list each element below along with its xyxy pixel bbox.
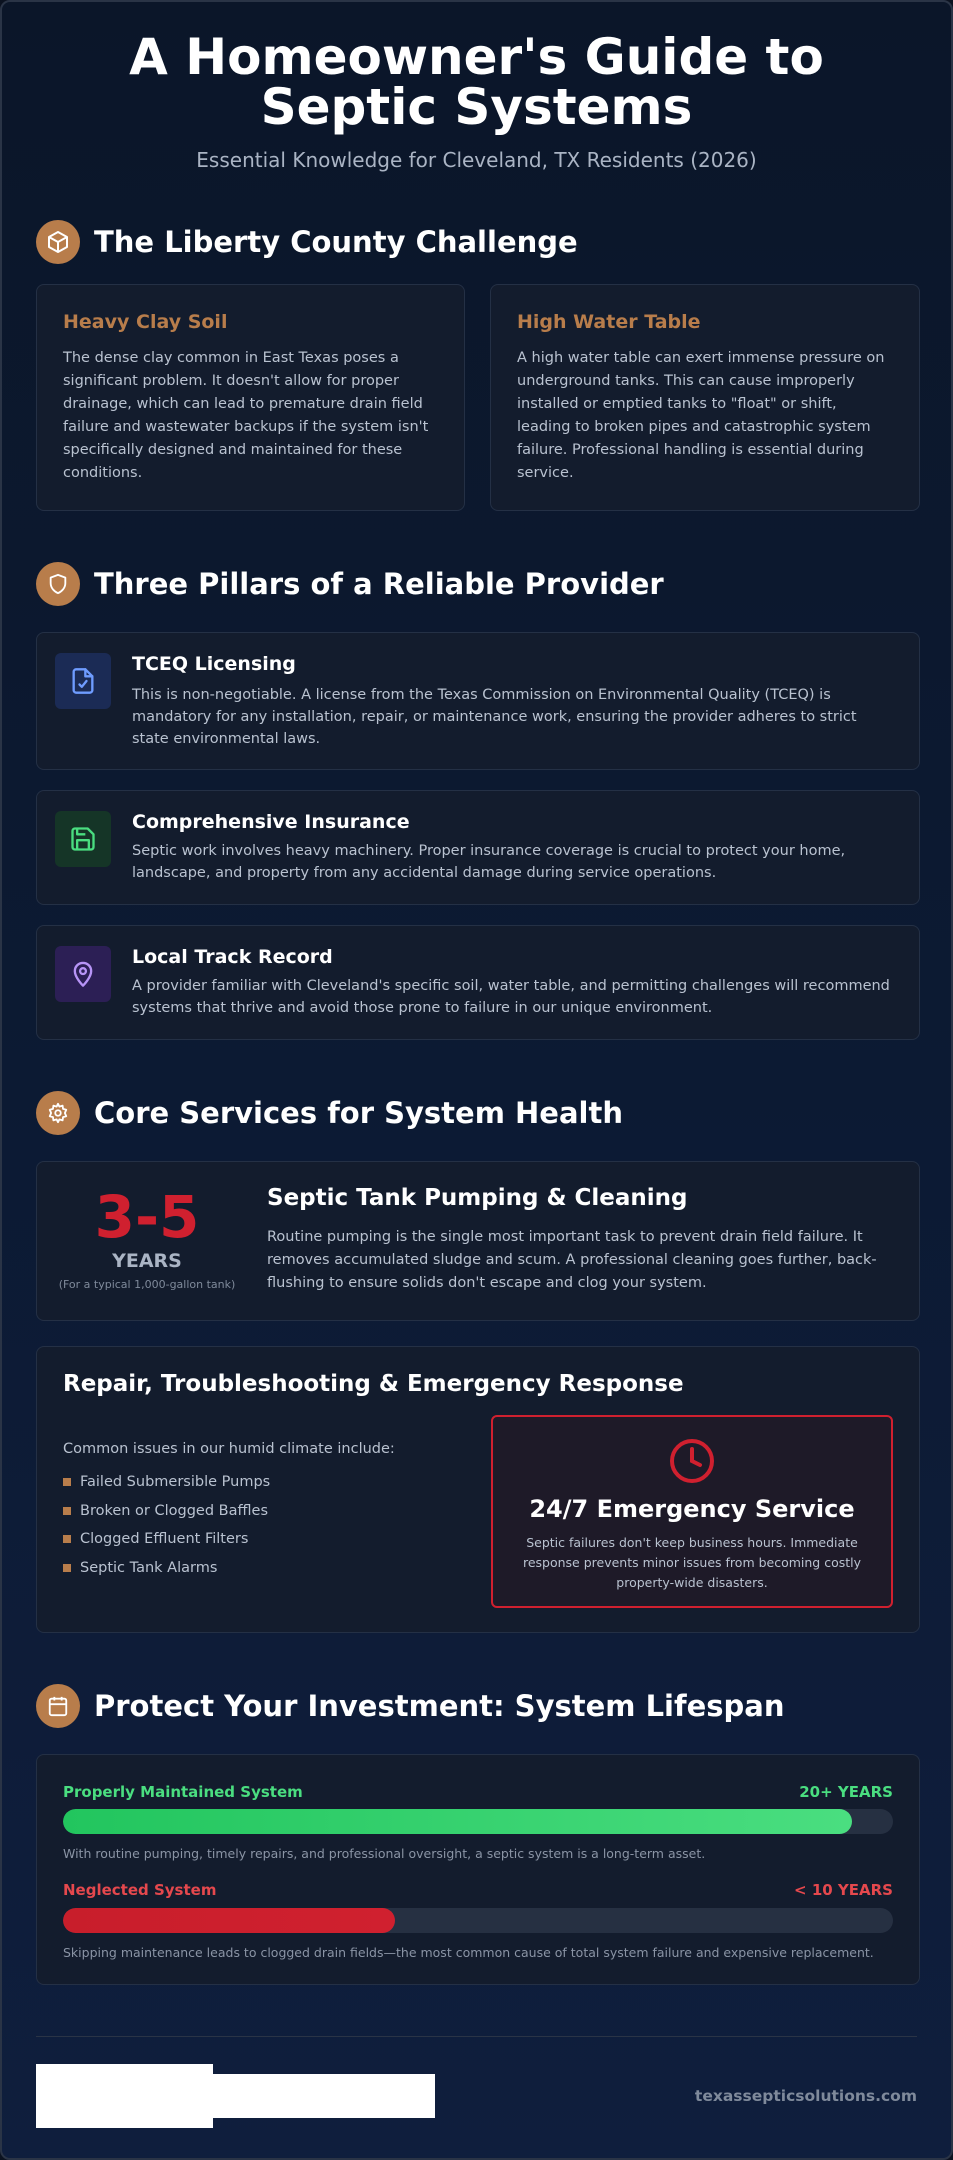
challenge-card-clay <box>36 284 465 511</box>
clock-icon <box>493 1437 891 1485</box>
section-title: The Liberty County Challenge <box>94 225 578 259</box>
lifespan-label-neglected: Neglected System <box>63 1881 217 1899</box>
card-title: High Water Table <box>517 311 701 333</box>
save-disk-icon <box>55 811 111 867</box>
header <box>2 2 951 172</box>
pillar-text: A provider familiar with Cleveland's specific soil, water table, and permitting challenges will recommend systems that thrive and avoid those prone to failure in our unique environment. <box>132 978 890 1016</box>
issue-list <box>63 1468 270 1582</box>
footer-website-link[interactable]: texassepticsolutions.com <box>694 2087 917 2105</box>
pillar-title: Local Track Record <box>132 946 333 968</box>
pumping-stat-block <box>47 1183 247 1291</box>
repair-title: Repair, Troubleshooting & Emergency Response <box>63 1371 684 1397</box>
page-subtitle: Essential Knowledge for Cleveland, TX Residents (2026) <box>196 148 757 172</box>
list-item: Septic Tank Alarms <box>63 1554 270 1583</box>
section-title: Protect Your Investment: System Lifespan <box>94 1689 785 1723</box>
list-item: Failed Submersible Pumps <box>63 1468 270 1497</box>
section-title: Core Services for System Health <box>94 1096 623 1130</box>
section-heading-challenge <box>36 220 578 264</box>
section-title: Three Pillars of a Reliable Provider <box>94 567 664 601</box>
list-item: Clogged Effluent Filters <box>63 1525 270 1554</box>
bullet-icon <box>63 1507 71 1515</box>
lifespan-bar-fill <box>63 1809 852 1834</box>
pillar-text: Septic work involves heavy machinery. Proper insurance coverage is crucial to protect your home, landscape, and property from any accidental damage during service operations. <box>132 843 846 881</box>
lifespan-value-neglected: < 10 YEARS <box>794 1881 893 1899</box>
map-pin-icon <box>55 946 111 1002</box>
pillar-title: Comprehensive Insurance <box>132 811 410 833</box>
section-heading-pillars <box>36 562 664 606</box>
bullet-icon <box>63 1564 71 1572</box>
pumping-text: Routine pumping is the single most important task to prevent drain field failure. It removes accumulated sludge and scum. A professional cleaning goes further, back-flushing to ensure solids don't escape and clog your system. <box>267 1229 877 1291</box>
card-text: The dense clay common in East Texas poses a significant problem. It doesn't allow for proper drainage, which can lead to premature drain field failure and wastewater backups if the system isn't specifically designed and maintained for these conditions. <box>63 350 429 481</box>
bullet-icon <box>63 1478 71 1486</box>
lifespan-card <box>36 1754 920 1985</box>
lifespan-label-maintained: Properly Maintained System <box>63 1783 303 1801</box>
pumping-stat: 3-5 <box>94 1183 200 1251</box>
repair-intro: Common issues in our humid climate include: <box>63 1441 395 1457</box>
page-title: A Homeowner's Guide to Septic Systems <box>129 28 824 136</box>
list-item: Broken or Clogged Baffles <box>63 1497 270 1526</box>
lifespan-note-neglected: Skipping maintenance leads to clogged drain fields—the most common cause of total system failure and expensive replacement. <box>63 1945 874 1960</box>
calendar-icon <box>36 1684 80 1728</box>
repair-card <box>36 1346 920 1633</box>
logo-placeholder-extension <box>213 2074 435 2118</box>
lifespan-bar-maintained <box>63 1809 893 1834</box>
pillar-card-insurance <box>36 790 920 905</box>
lifespan-note-maintained: With routine pumping, timely repairs, and professional oversight, a septic system is a long-term asset. <box>63 1846 706 1861</box>
pillar-card-licensing <box>36 632 920 770</box>
lifespan-value-maintained: 20+ YEARS <box>799 1783 893 1801</box>
logo-placeholder <box>36 2064 213 2128</box>
card-title: Heavy Clay Soil <box>63 311 228 333</box>
section-heading-lifespan <box>36 1684 785 1728</box>
box-icon <box>36 220 80 264</box>
shield-icon <box>36 562 80 606</box>
pillar-card-track-record <box>36 925 920 1040</box>
pumping-title: Septic Tank Pumping & Cleaning <box>267 1185 688 1211</box>
emergency-box <box>491 1415 893 1608</box>
pillar-title: TCEQ Licensing <box>132 653 296 675</box>
footer-divider <box>36 2036 917 2037</box>
section-heading-services <box>36 1091 623 1135</box>
bullet-icon <box>63 1535 71 1543</box>
lifespan-bar-neglected <box>63 1908 893 1933</box>
gear-icon <box>36 1091 80 1135</box>
challenge-card-water <box>490 284 920 511</box>
pumping-stat-note: (For a typical 1,000-gallon tank) <box>58 1278 236 1291</box>
document-check-icon <box>55 653 111 709</box>
emergency-text: Septic failures don't keep business hours. Immediate response prevents minor issues from becoming costly property-wide disasters. <box>522 1535 862 1590</box>
pumping-stat-unit: YEARS <box>112 1250 182 1272</box>
pumping-card <box>36 1161 920 1321</box>
pillar-text: This is non-negotiable. A license from the Texas Commission on Environmental Quality (TCEQ) is mandatory for any installation, repair, or maintenance work, ensuring the provider adheres to strict state environmental laws. <box>132 687 857 747</box>
emergency-title: 24/7 Emergency Service <box>529 1495 855 1523</box>
lifespan-bar-fill <box>63 1908 395 1933</box>
card-text: A high water table can exert immense pressure on underground tanks. This can cause improperly installed or emptied tanks to "float" or shift, leading to broken pipes and catastrophic system failure. Professional handling is essential during service. <box>517 350 885 481</box>
